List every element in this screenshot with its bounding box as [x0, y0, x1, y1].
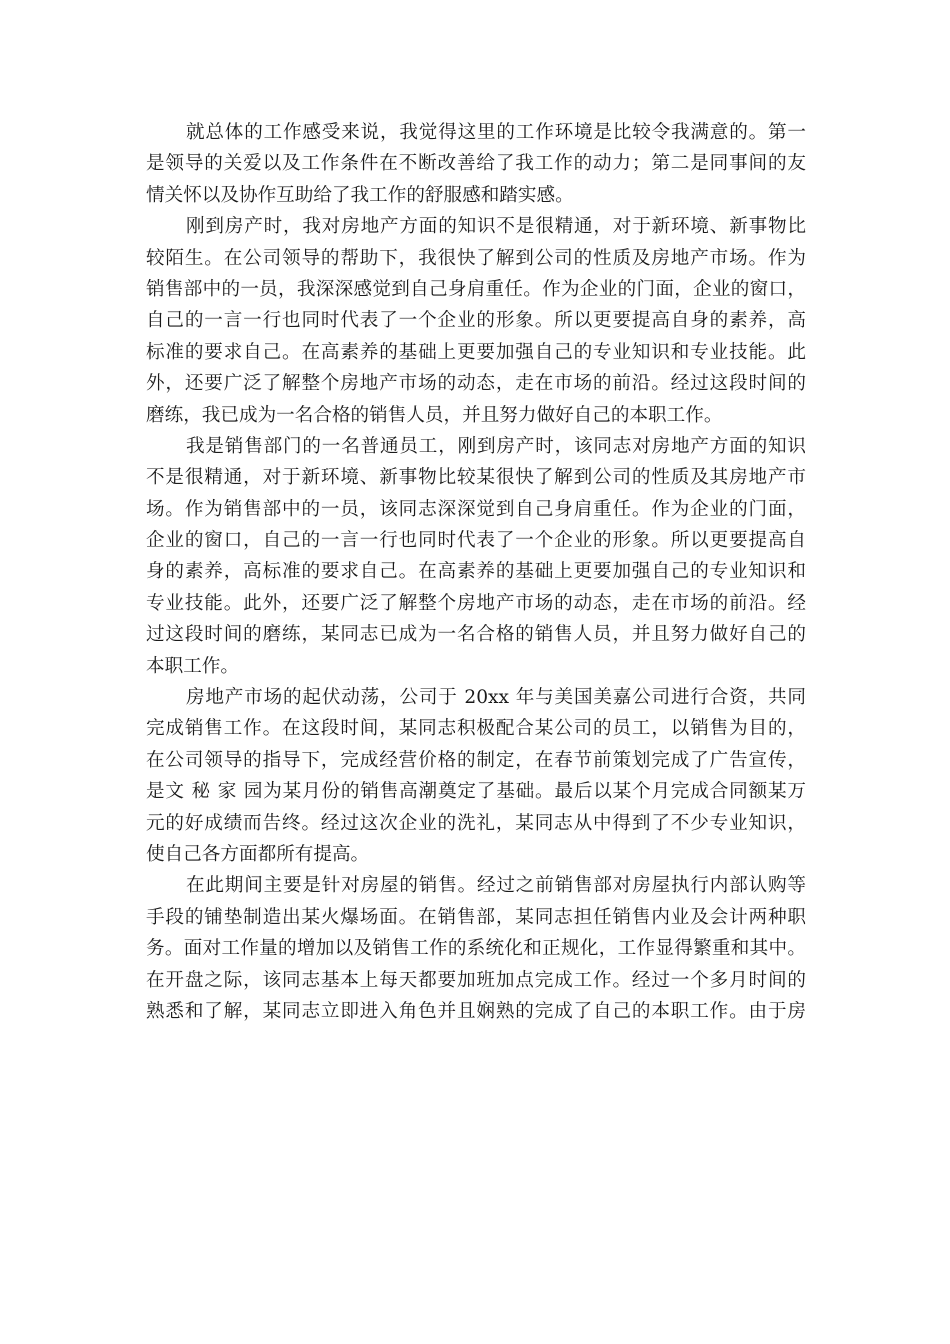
text-line: 较陌生。在公司领导的帮助下，我很快了解到公司的性质及房地产市场。作为 [146, 247, 806, 269]
document-body [146, 117, 806, 1027]
paragraph-2 [146, 211, 806, 431]
text-line: 磨练，我已成为一名合格的销售人员，并且努力做好自己的本职工作。 [146, 404, 723, 426]
text-line: 场。作为销售部中的一员，该同志深深觉到自己身肩重任。作为企业的门面， [146, 498, 806, 520]
paragraph-5 [146, 870, 806, 1027]
text-line: 身的素养，高标准的要求自己。在高素养的基础上更要加强自己的专业知识和 [146, 561, 806, 583]
paragraph-4 [146, 682, 806, 870]
text-line: 元的好成绩而告终。经过这次企业的洗礼，某同志从中得到了不少专业知识， [146, 812, 806, 834]
text-line: 完成销售工作。在这段时间，某同志积极配合某公司的员工，以销售为目的， [146, 718, 806, 740]
text-line: 在此期间主要是针对房屋的销售。经过之前销售部对房屋执行内部认购等 [186, 875, 806, 897]
text-line: 销售部中的一员，我深深感觉到自己身肩重任。作为企业的门面，企业的窗口， [146, 278, 806, 300]
text-line: 刚到房产时，我对房地产方面的知识不是很精通，对于新环境、新事物比 [186, 216, 806, 238]
text-line: 过这段时间的磨练，某同志已成为一名合格的销售人员，并且努力做好自己的 [146, 624, 806, 646]
text-line: 企业的窗口，自己的一言一行也同时代表了一个企业的形象。所以更要提高自 [146, 530, 806, 552]
text-line: 房地产市场的起伏动荡，公司于 20xx 年与美国美嘉公司进行合资，共同 [186, 687, 806, 709]
text-line: 情关怀以及协作互助给了我工作的舒服感和踏实感。 [146, 184, 574, 206]
text-line: 不是很精通，对于新环境、新事物比较某很快了解到公司的性质及其房地产市 [146, 467, 806, 489]
text-line: 标准的要求自己。在高素养的基础上更要加强自己的专业知识和专业技能。此 [146, 341, 806, 363]
text-line: 是文 秘 家 园为某月份的销售高潮奠定了基础。最后以某个月完成合同额某万 [146, 781, 806, 803]
text-line: 使自己各方面都所有提高。 [146, 843, 370, 865]
paragraph-3 [146, 431, 806, 682]
paragraph-1 [146, 117, 806, 211]
text-line: 是领导的关爱以及工作条件在不断改善给了我工作的动力；第二是同事间的友 [146, 153, 806, 175]
text-line: 熟悉和了解，某同志立即进入角色并且娴熟的完成了自己的本职工作。由于房 [146, 1000, 806, 1022]
text-line: 本职工作。 [146, 655, 239, 677]
text-line: 专业技能。此外，还要广泛了解整个房地产市场的动态，走在市场的前沿。经 [146, 592, 806, 614]
text-line: 外，还要广泛了解整个房地产市场的动态，走在市场的前沿。经过这段时间的 [146, 373, 806, 395]
text-line: 在开盘之际，该同志基本上每天都要加班加点完成工作。经过一个多月时间的 [146, 969, 806, 991]
text-line: 务。面对工作量的增加以及销售工作的系统化和正规化，工作显得繁重和其中。 [146, 938, 806, 960]
text-line: 我是销售部门的一名普通员工，刚到房产时，该同志对房地产方面的知识 [186, 435, 806, 457]
text-line: 手段的铺垫制造出某火爆场面。在销售部，某同志担任销售内业及会计两种职 [146, 906, 806, 928]
text-line: 在公司领导的指导下，完成经营价格的制定，在春节前策划完成了广告宣传， [146, 749, 806, 771]
text-line: 自己的一言一行也同时代表了一个企业的形象。所以更要提高自身的素养，高 [146, 310, 806, 332]
text-line: 就总体的工作感受来说，我觉得这里的工作环境是比较令我满意的。第一 [186, 122, 806, 143]
